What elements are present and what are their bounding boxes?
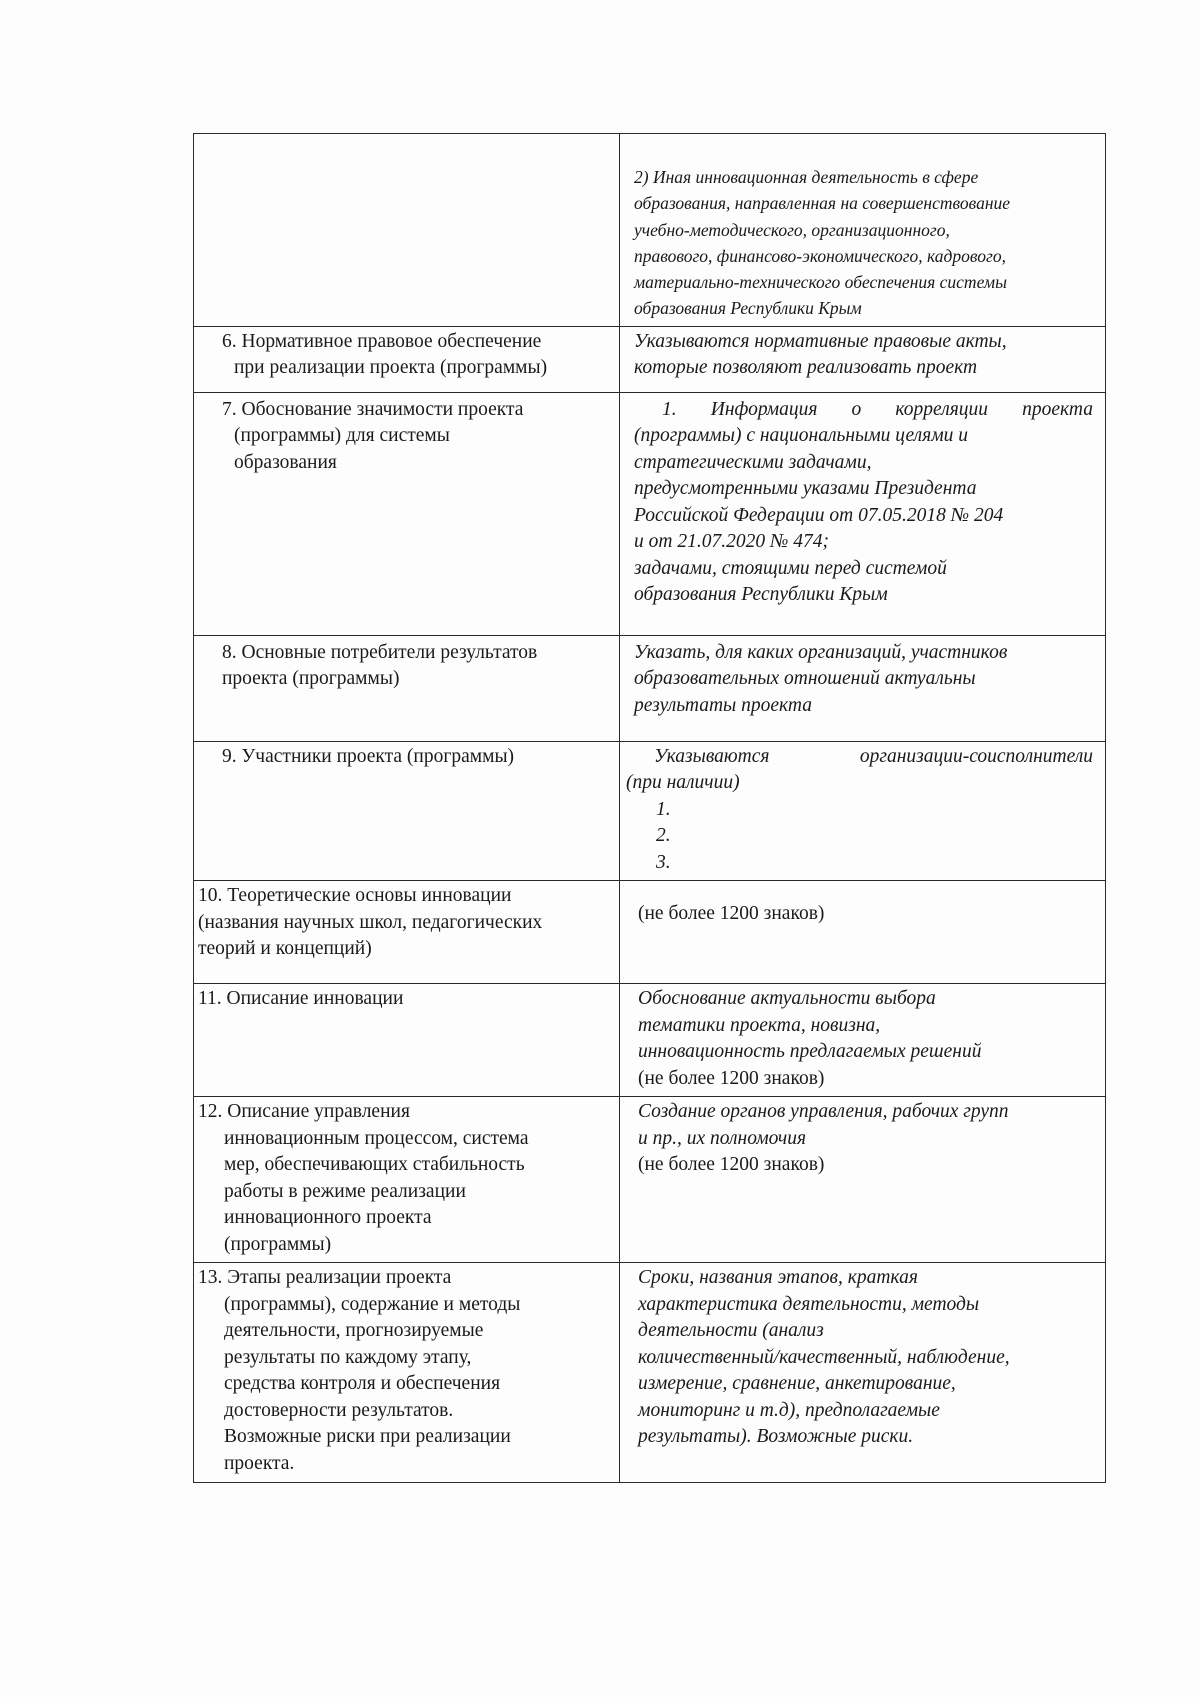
cell-text: 1. Информация о корреляции проекта bbox=[662, 398, 1093, 420]
cell-text: 8. Основные потребители результатов bbox=[222, 641, 538, 663]
cell-text: образования, направленная на совершенствование bbox=[634, 193, 1011, 214]
cell-text: результаты по каждому этапу, bbox=[224, 1346, 472, 1368]
list-item: 1. bbox=[656, 798, 671, 820]
cell-text: характеристика деятельности, методы bbox=[638, 1293, 980, 1315]
cell-text: результаты). Возможные риски. bbox=[638, 1426, 914, 1448]
cell-text: при реализации проекта (программы) bbox=[234, 357, 548, 379]
cell-text: инновационным процессом, система bbox=[224, 1127, 529, 1149]
table-cell-left bbox=[194, 635, 620, 741]
cell-text: теорий и концепций) bbox=[198, 938, 372, 960]
cell-text: (не более 1200 знаков) bbox=[638, 1067, 825, 1089]
cell-text: Создание органов управления, рабочих групп bbox=[638, 1101, 1009, 1123]
table-cell-right bbox=[620, 326, 1106, 392]
cell-text: (программы) с национальными целями и bbox=[634, 425, 969, 447]
table-row bbox=[194, 741, 1106, 881]
cell-text: образования bbox=[234, 451, 337, 473]
table-cell-left bbox=[194, 984, 620, 1097]
cell-text: (не более 1200 знаков) bbox=[638, 903, 825, 925]
cell-text: деятельности (анализ bbox=[638, 1320, 824, 1342]
cell-text: (программы) для системы bbox=[234, 425, 450, 447]
table-row bbox=[194, 881, 1106, 984]
cell-text: (названия научных школ, педагогических bbox=[198, 911, 543, 933]
table-row bbox=[194, 134, 1106, 327]
table-cell-left bbox=[194, 134, 620, 327]
cell-text: работы в режиме реализации bbox=[224, 1180, 466, 1202]
cell-text: 6. Нормативное правовое обеспечение bbox=[222, 330, 542, 352]
cell-text: Указываются нормативные правовые акты, bbox=[634, 330, 1007, 352]
cell-text: Указываются организации-соисполнители bbox=[654, 745, 1093, 767]
table-row bbox=[194, 984, 1106, 1097]
table-cell-right bbox=[620, 635, 1106, 741]
cell-text: 13. Этапы реализации проекта bbox=[198, 1267, 452, 1289]
table-cell-left bbox=[194, 881, 620, 984]
table-cell-right bbox=[620, 984, 1106, 1097]
cell-text: 7. Обоснование значимости проекта bbox=[222, 398, 524, 420]
table-cell-left bbox=[194, 1097, 620, 1263]
table-cell-right bbox=[620, 392, 1106, 635]
cell-text: предусмотренными указами Президента bbox=[634, 478, 977, 500]
table-row bbox=[194, 1097, 1106, 1263]
cell-text: и от 21.07.2020 № 474; bbox=[634, 531, 829, 553]
cell-text: стратегическими задачами, bbox=[634, 451, 872, 473]
table-row bbox=[194, 392, 1106, 635]
table-row bbox=[194, 635, 1106, 741]
cell-text: 9. Участники проекта (программы) bbox=[222, 745, 515, 767]
cell-text: Российской Федерации от 07.05.2018 № 204 bbox=[634, 504, 1004, 526]
table-cell-right bbox=[620, 1263, 1106, 1483]
cell-text: (программы) bbox=[224, 1233, 332, 1255]
cell-text: мер, обеспечивающих стабильность bbox=[224, 1154, 525, 1176]
cell-text: (при наличии) bbox=[626, 772, 740, 794]
cell-text: мониторинг и т.д), предполагаемые bbox=[638, 1399, 940, 1421]
project-form-table bbox=[193, 133, 1106, 1483]
cell-text: 2) Иная инновационная деятельность в сфере bbox=[634, 167, 979, 187]
cell-text: деятельности, прогнозируемые bbox=[224, 1320, 484, 1342]
cell-text: количественный/качественный, наблюдение, bbox=[638, 1346, 1010, 1368]
cell-text: Возможные риски при реализации bbox=[224, 1426, 511, 1448]
cell-text: Указать, для каких организаций, участников bbox=[634, 641, 1008, 663]
cell-text: образования Республики Крым bbox=[634, 584, 888, 606]
cell-text: измерение, сравнение, анкетирование, bbox=[638, 1373, 956, 1395]
table-cell-left bbox=[194, 392, 620, 635]
cell-text: (программы), содержание и методы bbox=[224, 1293, 521, 1315]
table-cell-right bbox=[620, 1097, 1106, 1263]
cell-text: инновационного проекта bbox=[224, 1207, 432, 1229]
cell-text: (не более 1200 знаков) bbox=[638, 1154, 825, 1176]
cell-text: материально-технического обеспечения системы bbox=[634, 272, 1007, 293]
table-cell-left bbox=[194, 1263, 620, 1483]
cell-text: 10. Теоретические основы инновации bbox=[198, 885, 512, 907]
cell-text: образования Республики Крым bbox=[634, 298, 862, 319]
cell-text: 11. Описание инновации bbox=[198, 988, 404, 1010]
table-cell-left bbox=[194, 326, 620, 392]
cell-text: 12. Описание управления bbox=[198, 1101, 410, 1123]
cell-text: тематики проекта, новизна, bbox=[638, 1014, 881, 1036]
cell-text: достоверности результатов. bbox=[224, 1399, 454, 1421]
table-row bbox=[194, 326, 1106, 392]
table-cell-right bbox=[620, 741, 1106, 881]
cell-text: Обоснование актуальности выбора bbox=[638, 988, 936, 1010]
table-cell-right bbox=[620, 134, 1106, 327]
table-cell-left bbox=[194, 741, 620, 881]
cell-text: которые позволяют реализовать проект bbox=[634, 357, 978, 379]
cell-text: и пр., их полномочия bbox=[638, 1127, 807, 1149]
cell-text: проекта (программы) bbox=[222, 668, 400, 690]
cell-text: результаты проекта bbox=[634, 694, 812, 716]
cell-text: правового, финансово-экономического, кадрового, bbox=[634, 245, 1006, 266]
cell-text: Сроки, названия этапов, краткая bbox=[638, 1267, 918, 1289]
cell-text: задачами, стоящими перед системой bbox=[634, 557, 947, 579]
cell-text: учебно-методического, организационного, bbox=[634, 219, 950, 240]
cell-text: инновационность предлагаемых решений bbox=[638, 1041, 982, 1063]
table-cell-right bbox=[620, 881, 1106, 984]
list-item: 3. bbox=[656, 851, 671, 873]
cell-text: проекта. bbox=[224, 1452, 295, 1474]
table-row bbox=[194, 1263, 1106, 1483]
list-item: 2. bbox=[656, 825, 671, 847]
cell-text: образовательных отношений актуальны bbox=[634, 668, 976, 690]
cell-text: средства контроля и обеспечения bbox=[224, 1373, 501, 1395]
